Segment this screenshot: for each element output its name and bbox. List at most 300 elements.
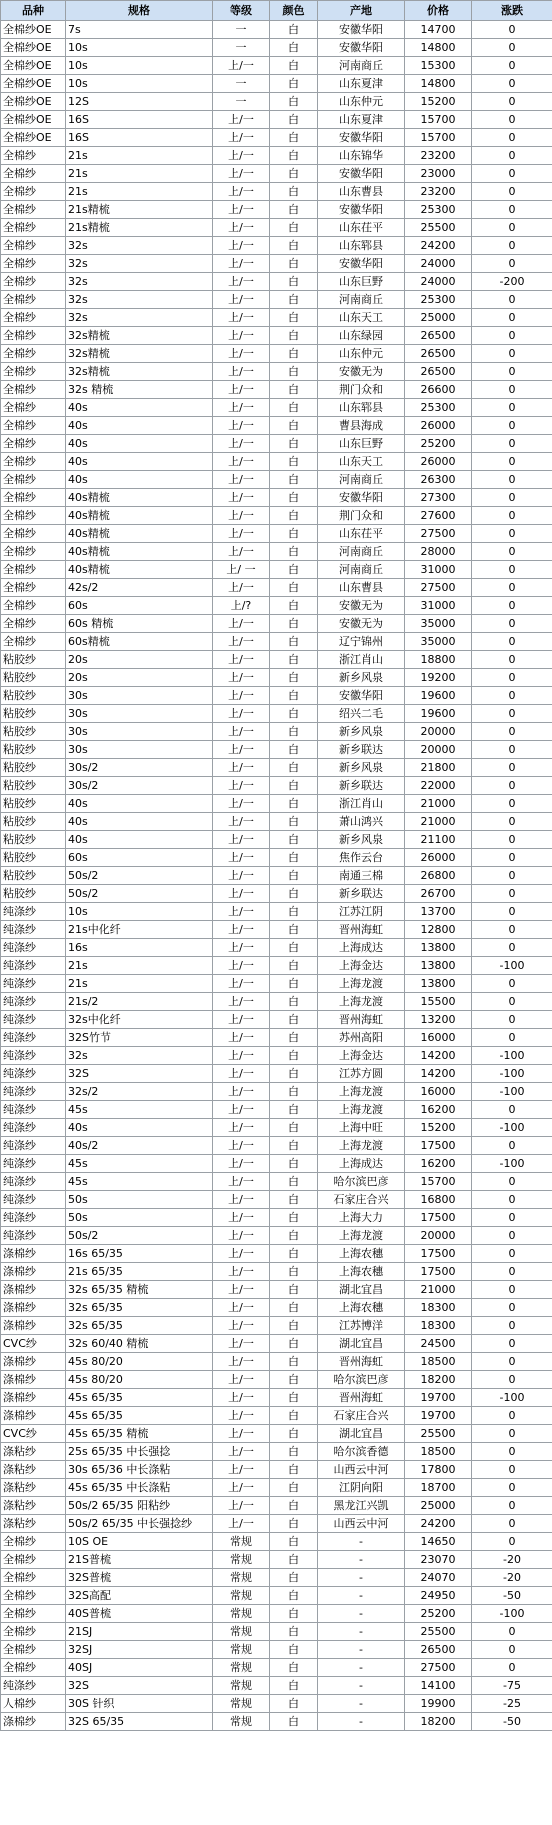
cell-color: 白 <box>270 1713 318 1731</box>
cell-spec: 40s <box>66 471 213 489</box>
cell-price: 20000 <box>405 741 472 759</box>
cell-change: 0 <box>472 1659 552 1677</box>
cell-origin: 焦作云台 <box>318 849 405 867</box>
cell-price: 15200 <box>405 93 472 111</box>
cell-change: -100 <box>472 957 552 975</box>
cell-price: 25200 <box>405 1605 472 1623</box>
cell-change: 0 <box>472 849 552 867</box>
cell-change: 0 <box>472 1497 552 1515</box>
cell-spec: 45s 80/20 <box>66 1371 213 1389</box>
cell-price: 18700 <box>405 1479 472 1497</box>
cell-color: 白 <box>270 1605 318 1623</box>
cell-spec: 16s 65/35 <box>66 1245 213 1263</box>
cell-grade: 上/一 <box>213 1173 270 1191</box>
table-row <box>1 975 552 993</box>
cell-color: 白 <box>270 129 318 147</box>
cell-variety: 全棉纱 <box>1 471 66 489</box>
cell-grade: 上/一 <box>213 1119 270 1137</box>
cell-grade: 上/一 <box>213 1137 270 1155</box>
cell-change: 0 <box>472 525 552 543</box>
cell-spec: 32s精梳 <box>66 363 213 381</box>
cell-price: 24000 <box>405 273 472 291</box>
table-row <box>1 1443 552 1461</box>
cell-spec: 60s <box>66 849 213 867</box>
table-row <box>1 453 552 471</box>
cell-spec: 45s 65/35 <box>66 1407 213 1425</box>
cell-grade: 上/一 <box>213 435 270 453</box>
cell-grade: 上/一 <box>213 975 270 993</box>
cell-price: 14100 <box>405 1677 472 1695</box>
cell-price: 28000 <box>405 543 472 561</box>
cell-color: 白 <box>270 1101 318 1119</box>
cell-change: 0 <box>472 651 552 669</box>
cell-change: 0 <box>472 147 552 165</box>
table-row <box>1 1641 552 1659</box>
cell-grade: 上/一 <box>213 1407 270 1425</box>
table-row <box>1 813 552 831</box>
cell-variety: 人棉纱 <box>1 1695 66 1713</box>
cell-origin: 山东绿园 <box>318 327 405 345</box>
table-row <box>1 849 552 867</box>
cell-change: 0 <box>472 309 552 327</box>
cell-grade: 上/ 一 <box>213 561 270 579</box>
cell-price: 26000 <box>405 453 472 471</box>
cell-change: 0 <box>472 255 552 273</box>
cell-variety: 全棉纱 <box>1 543 66 561</box>
cell-color: 白 <box>270 1551 318 1569</box>
cell-spec: 32s 65/35 <box>66 1317 213 1335</box>
table-row <box>1 1281 552 1299</box>
cell-change: 0 <box>472 579 552 597</box>
table-row <box>1 417 552 435</box>
cell-color: 白 <box>270 1227 318 1245</box>
cell-origin: 新乡联达 <box>318 741 405 759</box>
cell-price: 15300 <box>405 57 472 75</box>
cell-grade: 上/一 <box>213 795 270 813</box>
cell-origin: 山东曹县 <box>318 579 405 597</box>
cell-price: 15700 <box>405 1173 472 1191</box>
cell-price: 26800 <box>405 867 472 885</box>
cell-color: 白 <box>270 1029 318 1047</box>
cell-origin: 新乡风泉 <box>318 831 405 849</box>
cell-origin: 浙江肖山 <box>318 795 405 813</box>
cell-origin: - <box>318 1551 405 1569</box>
cell-price: 15500 <box>405 993 472 1011</box>
cell-color: 白 <box>270 111 318 129</box>
table-row <box>1 255 552 273</box>
cell-color: 白 <box>270 921 318 939</box>
cell-change: 0 <box>472 471 552 489</box>
cell-spec: 50s/2 65/35 中长强捻纱 <box>66 1515 213 1533</box>
cell-spec: 32S 65/35 <box>66 1713 213 1731</box>
table-row <box>1 705 552 723</box>
cell-origin: - <box>318 1713 405 1731</box>
cell-price: 27300 <box>405 489 472 507</box>
cell-spec: 21s/2 <box>66 993 213 1011</box>
cell-origin: 哈尔滨巴彦 <box>318 1173 405 1191</box>
cell-price: 19600 <box>405 687 472 705</box>
cell-color: 白 <box>270 309 318 327</box>
cell-variety: 全棉纱 <box>1 1569 66 1587</box>
cell-variety: 涤棉纱 <box>1 1245 66 1263</box>
cell-spec: 10s <box>66 57 213 75</box>
cell-variety: 全棉纱 <box>1 1551 66 1569</box>
table-row <box>1 57 552 75</box>
table-row <box>1 543 552 561</box>
cell-grade: 上/一 <box>213 291 270 309</box>
cell-price: 19700 <box>405 1407 472 1425</box>
cell-color: 白 <box>270 1623 318 1641</box>
cell-change: 0 <box>472 1407 552 1425</box>
table-row <box>1 1407 552 1425</box>
cell-spec: 60s 精梳 <box>66 615 213 633</box>
cell-origin: 浙江肖山 <box>318 651 405 669</box>
cell-price: 13800 <box>405 939 472 957</box>
cell-grade: 上/一 <box>213 399 270 417</box>
cell-spec: 32s/2 <box>66 1083 213 1101</box>
cell-spec: 12S <box>66 93 213 111</box>
cell-grade: 上/一 <box>213 453 270 471</box>
cell-change: 0 <box>472 1533 552 1551</box>
cell-variety: 纯涤纱 <box>1 1047 66 1065</box>
cell-variety: 粘胶纱 <box>1 651 66 669</box>
cell-grade: 常规 <box>213 1551 270 1569</box>
cell-color: 白 <box>270 741 318 759</box>
cell-variety: 全棉纱OE <box>1 93 66 111</box>
table-row <box>1 327 552 345</box>
cell-color: 白 <box>270 1569 318 1587</box>
cell-spec: 21SJ <box>66 1623 213 1641</box>
cell-price: 13200 <box>405 1011 472 1029</box>
cell-color: 白 <box>270 489 318 507</box>
cell-spec: 32s <box>66 291 213 309</box>
table-row <box>1 1245 552 1263</box>
cell-grade: 上/一 <box>213 1443 270 1461</box>
cell-variety: 全棉纱 <box>1 183 66 201</box>
cell-origin: 哈尔滨香德 <box>318 1443 405 1461</box>
cell-price: 24070 <box>405 1569 472 1587</box>
cell-spec: 40s <box>66 831 213 849</box>
cell-spec: 21s <box>66 147 213 165</box>
cell-variety: 纯涤纱 <box>1 903 66 921</box>
cell-grade: 上/一 <box>213 1461 270 1479</box>
cell-color: 白 <box>270 39 318 57</box>
table-row <box>1 39 552 57</box>
cell-origin: 山东巨野 <box>318 435 405 453</box>
cell-color: 白 <box>270 75 318 93</box>
cell-origin: 上海龙渡 <box>318 1227 405 1245</box>
cell-change: 0 <box>472 1227 552 1245</box>
cell-price: 21000 <box>405 1281 472 1299</box>
cell-grade: 常规 <box>213 1605 270 1623</box>
cell-change: 0 <box>472 201 552 219</box>
cell-variety: 全棉纱 <box>1 291 66 309</box>
cell-variety: 粘胶纱 <box>1 669 66 687</box>
cell-spec: 20s <box>66 651 213 669</box>
cell-grade: 上/一 <box>213 1245 270 1263</box>
cell-change: 0 <box>472 1443 552 1461</box>
cell-grade: 上/一 <box>213 129 270 147</box>
header-variety: 品种 <box>1 1 66 21</box>
cell-origin: 江苏博洋 <box>318 1317 405 1335</box>
cell-variety: 全棉纱 <box>1 147 66 165</box>
cell-spec: 50s/2 <box>66 867 213 885</box>
cell-spec: 32s中化纤 <box>66 1011 213 1029</box>
cell-origin: 湖北宜昌 <box>318 1281 405 1299</box>
cell-variety: 涤粘纱 <box>1 1497 66 1515</box>
table-row <box>1 489 552 507</box>
table-row <box>1 1263 552 1281</box>
cell-grade: 上/一 <box>213 849 270 867</box>
cell-spec: 40s <box>66 813 213 831</box>
table-row <box>1 867 552 885</box>
cell-change: 0 <box>472 183 552 201</box>
cell-grade: 上/一 <box>213 1281 270 1299</box>
cell-change: 0 <box>472 435 552 453</box>
cell-grade: 上/一 <box>213 1047 270 1065</box>
cell-color: 白 <box>270 831 318 849</box>
cell-spec: 40s精梳 <box>66 525 213 543</box>
table-row <box>1 633 552 651</box>
table-row <box>1 147 552 165</box>
cell-grade: 上/一 <box>213 1263 270 1281</box>
cell-origin: 山东茌平 <box>318 219 405 237</box>
cell-change: 0 <box>472 831 552 849</box>
cell-change: 0 <box>472 345 552 363</box>
cell-change: 0 <box>472 1101 552 1119</box>
cell-price: 24950 <box>405 1587 472 1605</box>
cell-change: 0 <box>472 633 552 651</box>
cell-color: 白 <box>270 579 318 597</box>
cell-spec: 40s <box>66 399 213 417</box>
cell-grade: 上/一 <box>213 57 270 75</box>
cell-color: 白 <box>270 1245 318 1263</box>
cell-change: 0 <box>472 597 552 615</box>
cell-origin: - <box>318 1641 405 1659</box>
table-row <box>1 1047 552 1065</box>
cell-grade: 上/一 <box>213 579 270 597</box>
cell-price: 14200 <box>405 1047 472 1065</box>
cell-price: 25500 <box>405 1425 472 1443</box>
table-row <box>1 1713 552 1731</box>
cell-grade: 常规 <box>213 1713 270 1731</box>
table-row <box>1 1497 552 1515</box>
cell-price: 17500 <box>405 1137 472 1155</box>
cell-price: 21800 <box>405 759 472 777</box>
cell-color: 白 <box>270 237 318 255</box>
cell-color: 白 <box>270 1173 318 1191</box>
cell-variety: 纯涤纱 <box>1 1065 66 1083</box>
cell-spec: 32s 60/40 精梳 <box>66 1335 213 1353</box>
cell-spec: 21s 65/35 <box>66 1263 213 1281</box>
cell-change: 0 <box>472 813 552 831</box>
cell-grade: 上/一 <box>213 1371 270 1389</box>
cell-color: 白 <box>270 651 318 669</box>
table-row <box>1 399 552 417</box>
cell-change: 0 <box>472 327 552 345</box>
cell-spec: 10s <box>66 39 213 57</box>
cell-price: 26500 <box>405 327 472 345</box>
cell-spec: 30s/2 <box>66 777 213 795</box>
cell-price: 15700 <box>405 111 472 129</box>
cell-origin: - <box>318 1659 405 1677</box>
cell-spec: 50s <box>66 1191 213 1209</box>
cell-price: 25300 <box>405 291 472 309</box>
cell-origin: 山东天工 <box>318 309 405 327</box>
cell-price: 26600 <box>405 381 472 399</box>
cell-change: 0 <box>472 705 552 723</box>
cell-grade: 上/一 <box>213 867 270 885</box>
cell-change: 0 <box>472 1317 552 1335</box>
table-row <box>1 1155 552 1173</box>
cell-origin: 上海农穗 <box>318 1245 405 1263</box>
cell-variety: 全棉纱OE <box>1 57 66 75</box>
cell-color: 白 <box>270 723 318 741</box>
cell-origin: 南通三棉 <box>318 867 405 885</box>
cell-grade: 常规 <box>213 1641 270 1659</box>
cell-grade: 上/一 <box>213 525 270 543</box>
cell-spec: 21s中化纤 <box>66 921 213 939</box>
cell-change: 0 <box>472 723 552 741</box>
cell-grade: 上/一 <box>213 1317 270 1335</box>
table-row <box>1 1119 552 1137</box>
table-row <box>1 1335 552 1353</box>
table-row <box>1 1461 552 1479</box>
cell-color: 白 <box>270 975 318 993</box>
cell-origin: 安徽华阳 <box>318 21 405 39</box>
table-row <box>1 723 552 741</box>
cell-change: 0 <box>472 1263 552 1281</box>
cell-variety: 粘胶纱 <box>1 885 66 903</box>
cell-variety: 全棉纱 <box>1 237 66 255</box>
cell-origin: 苏州高阳 <box>318 1029 405 1047</box>
table-row <box>1 165 552 183</box>
cell-price: 25300 <box>405 201 472 219</box>
cell-color: 白 <box>270 939 318 957</box>
cell-change: -20 <box>472 1569 552 1587</box>
cell-grade: 上/一 <box>213 219 270 237</box>
cell-color: 白 <box>270 273 318 291</box>
cell-grade: 上/一 <box>213 507 270 525</box>
table-row <box>1 1659 552 1677</box>
cell-change: -100 <box>472 1605 552 1623</box>
cell-variety: 全棉纱OE <box>1 21 66 39</box>
cell-change: -20 <box>472 1551 552 1569</box>
cell-spec: 40s精梳 <box>66 507 213 525</box>
cell-color: 白 <box>270 201 318 219</box>
cell-origin: 黑龙江兴凯 <box>318 1497 405 1515</box>
cell-grade: 上/一 <box>213 363 270 381</box>
cell-variety: 全棉纱 <box>1 399 66 417</box>
cell-color: 白 <box>270 21 318 39</box>
cell-grade: 上/一 <box>213 327 270 345</box>
cell-change: 0 <box>472 399 552 417</box>
cell-spec: 32s <box>66 237 213 255</box>
cell-color: 白 <box>270 1695 318 1713</box>
table-row <box>1 1317 552 1335</box>
cell-grade: 上/一 <box>213 1101 270 1119</box>
cell-grade: 常规 <box>213 1569 270 1587</box>
cell-variety: 粘胶纱 <box>1 867 66 885</box>
cell-price: 16200 <box>405 1155 472 1173</box>
cell-change: 0 <box>472 93 552 111</box>
cell-origin: 上海龙渡 <box>318 975 405 993</box>
cell-variety: 纯涤纱 <box>1 993 66 1011</box>
cell-change: 0 <box>472 507 552 525</box>
cell-price: 13800 <box>405 957 472 975</box>
table-row <box>1 1677 552 1695</box>
table-row <box>1 363 552 381</box>
cell-grade: 上/一 <box>213 1299 270 1317</box>
cell-variety: 全棉纱 <box>1 489 66 507</box>
cell-grade: 上/一 <box>213 831 270 849</box>
cell-variety: 粘胶纱 <box>1 813 66 831</box>
cell-origin: 山西云中河 <box>318 1515 405 1533</box>
header-spec: 规格 <box>66 1 213 21</box>
cell-origin: 安徽华阳 <box>318 129 405 147</box>
cell-spec: 45s <box>66 1101 213 1119</box>
cell-variety: 全棉纱 <box>1 1533 66 1551</box>
cell-spec: 40s/2 <box>66 1137 213 1155</box>
cell-color: 白 <box>270 1497 318 1515</box>
cell-change: -100 <box>472 1083 552 1101</box>
cell-price: 20000 <box>405 723 472 741</box>
table-row <box>1 1209 552 1227</box>
table-row <box>1 1371 552 1389</box>
table-row <box>1 1137 552 1155</box>
cell-variety: 纯涤纱 <box>1 1227 66 1245</box>
table-row <box>1 309 552 327</box>
cell-price: 18800 <box>405 651 472 669</box>
cell-change: 0 <box>472 111 552 129</box>
cell-spec: 7s <box>66 21 213 39</box>
cell-variety: 涤棉纱 <box>1 1389 66 1407</box>
cell-origin: 曹县海成 <box>318 417 405 435</box>
cell-variety: 全棉纱 <box>1 165 66 183</box>
cell-color: 白 <box>270 1533 318 1551</box>
cell-price: 14200 <box>405 1065 472 1083</box>
header-origin: 产地 <box>318 1 405 21</box>
cell-grade: 上/一 <box>213 1515 270 1533</box>
cell-spec: 21s精梳 <box>66 201 213 219</box>
cell-origin: 安徽无为 <box>318 615 405 633</box>
table-row <box>1 1065 552 1083</box>
cell-origin: 安徽华阳 <box>318 687 405 705</box>
cell-spec: 10s <box>66 903 213 921</box>
cell-grade: 上/一 <box>213 255 270 273</box>
header-change: 涨跌 <box>472 1 552 21</box>
cell-origin: 河南商丘 <box>318 561 405 579</box>
cell-variety: 粘胶纱 <box>1 687 66 705</box>
cell-spec: 16s <box>66 939 213 957</box>
table-row <box>1 525 552 543</box>
cell-color: 白 <box>270 1587 318 1605</box>
cell-grade: 一 <box>213 21 270 39</box>
cell-grade: 上/一 <box>213 687 270 705</box>
cell-variety: 全棉纱 <box>1 273 66 291</box>
table-row <box>1 597 552 615</box>
cell-spec: 45s 65/35 精梳 <box>66 1425 213 1443</box>
cell-change: 0 <box>472 741 552 759</box>
cell-change: -25 <box>472 1695 552 1713</box>
cell-price: 27500 <box>405 579 472 597</box>
cell-origin: 上海成达 <box>318 939 405 957</box>
cell-price: 18300 <box>405 1299 472 1317</box>
cell-origin: 安徽华阳 <box>318 165 405 183</box>
cell-variety: 纯涤纱 <box>1 1173 66 1191</box>
cell-color: 白 <box>270 1641 318 1659</box>
cell-change: 0 <box>472 1191 552 1209</box>
